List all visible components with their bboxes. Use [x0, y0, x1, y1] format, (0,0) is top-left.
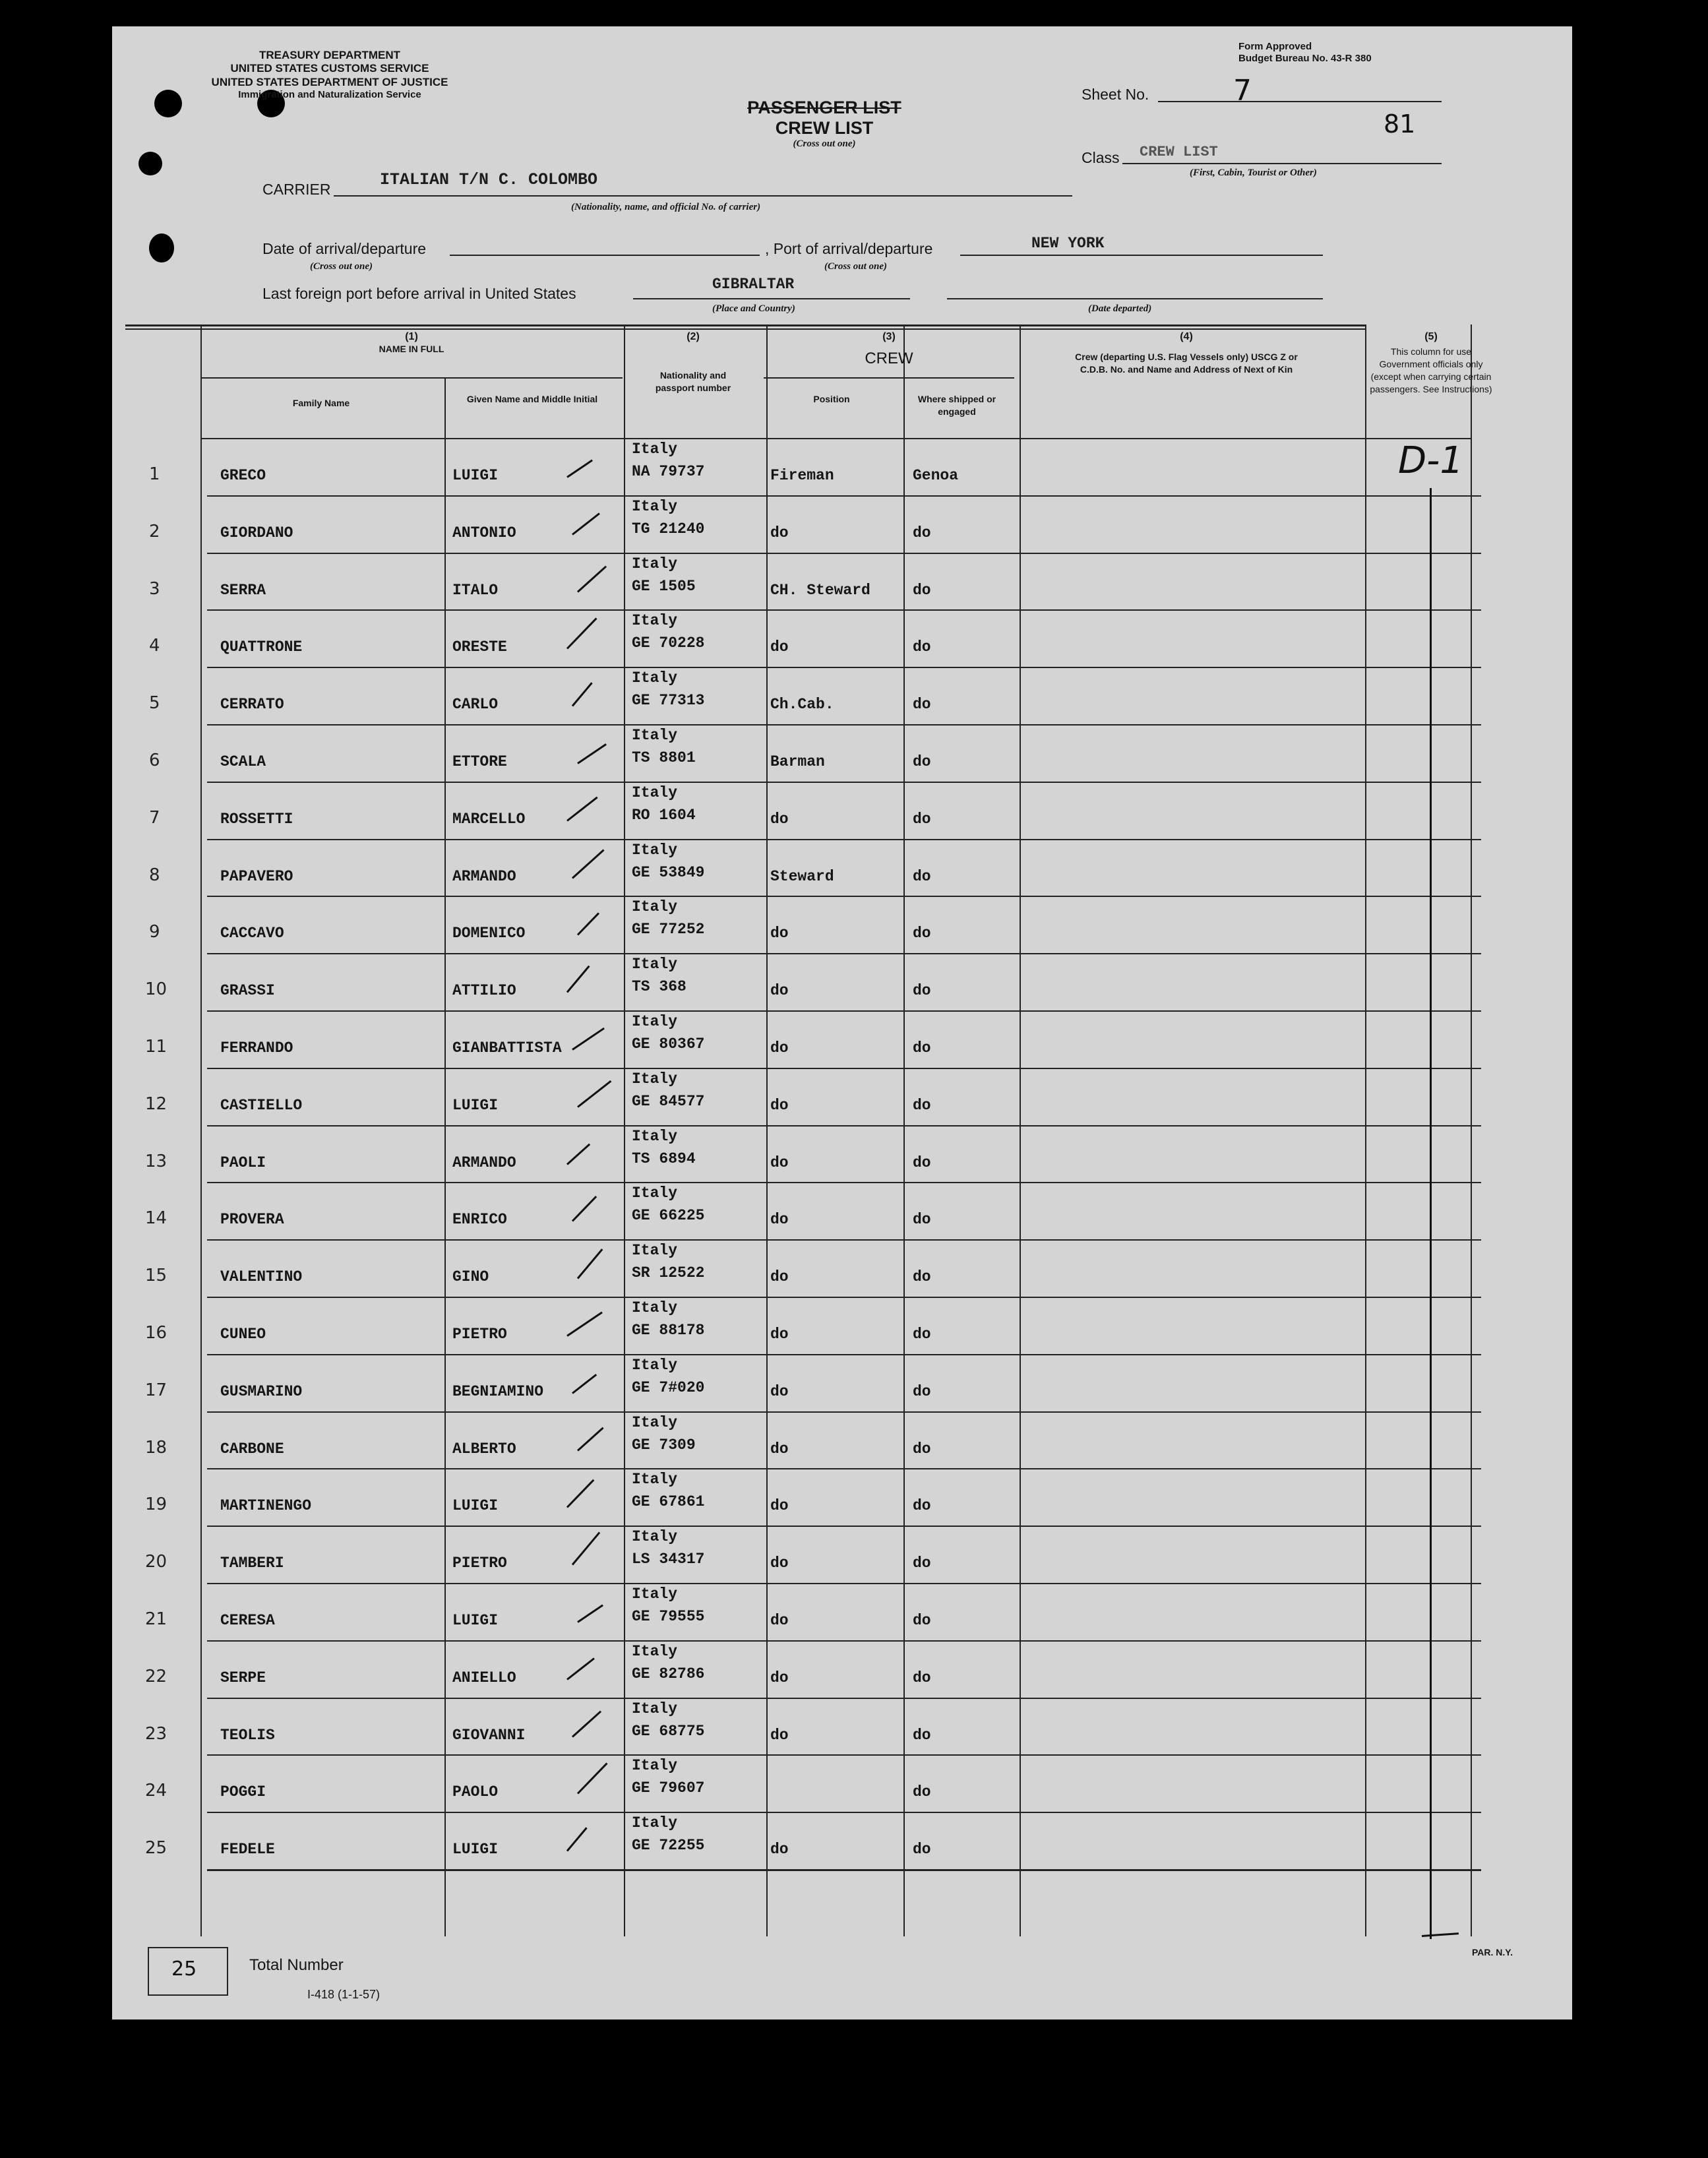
where-shipped: do	[913, 925, 931, 942]
nationality: Italy	[632, 784, 678, 801]
given-name: ALBERTO	[452, 1440, 516, 1458]
budget-bureau-label: Budget Bureau No. 43-R 380	[1238, 53, 1372, 64]
where-shipped: do	[913, 524, 931, 541]
document-page	[112, 26, 1572, 2019]
family-name: GUSMARINO	[220, 1382, 303, 1400]
position: do	[770, 1154, 789, 1171]
col5-number: (5)	[1424, 331, 1438, 342]
where-shipped: do	[913, 1726, 931, 1744]
position: do	[770, 1726, 789, 1744]
where-shipped: do	[913, 1497, 931, 1515]
check-mark	[566, 1657, 595, 1680]
col-line	[903, 324, 905, 1936]
row-line	[207, 1354, 1481, 1355]
family-name: PAOLI	[220, 1154, 266, 1171]
where-shipped: do	[913, 1612, 931, 1629]
check-mark	[577, 565, 607, 592]
row-number: 5	[149, 693, 160, 714]
row-number: 17	[145, 1380, 168, 1400]
nationality: Italy	[632, 612, 678, 630]
position: Ch.Cab.	[770, 696, 834, 714]
family-name: GIORDANO	[220, 524, 293, 541]
row-number: 12	[145, 1094, 168, 1114]
family-name: SERRA	[220, 581, 266, 599]
col-line	[1365, 324, 1366, 1936]
row-line	[207, 1182, 1481, 1183]
where-shipped: do	[913, 1039, 931, 1057]
class-label: Class	[1082, 149, 1120, 166]
position: do	[770, 1497, 789, 1515]
row-line	[207, 553, 1481, 554]
carrier-note: (Nationality, name, and official No. of carrier)	[571, 202, 761, 212]
check-mark	[566, 1311, 603, 1336]
row-number: 18	[145, 1437, 168, 1458]
row-line	[207, 1068, 1481, 1069]
table-top-border	[125, 324, 1365, 326]
row-line	[207, 1869, 1481, 1871]
position: do	[770, 1555, 789, 1572]
row-line	[207, 896, 1481, 897]
row-number: 3	[149, 578, 160, 599]
nationality: Italy	[632, 956, 678, 973]
where-shipped: Genoa	[913, 467, 959, 484]
row-line	[207, 1640, 1481, 1642]
position: do	[770, 810, 789, 828]
family-name: CERESA	[220, 1612, 275, 1629]
header-line	[764, 377, 1014, 379]
where-shipped: do	[913, 1268, 931, 1286]
row-number: 8	[149, 865, 160, 885]
row-number: 20	[145, 1552, 168, 1572]
passport-number: GE 79607	[632, 1779, 705, 1797]
given-name: ARMANDO	[452, 1154, 516, 1171]
last-port-label: Last foreign port before arrival in United States	[262, 285, 576, 302]
col-line	[444, 377, 446, 1936]
passport-number: GE 82786	[632, 1665, 705, 1682]
col-nationality: Nationality and passport number	[655, 370, 731, 393]
check-mark	[572, 1374, 597, 1394]
header-bottom-line	[200, 438, 1471, 439]
position: do	[770, 1268, 789, 1286]
check-mark	[572, 512, 600, 535]
where-shipped: do	[913, 1841, 931, 1859]
check-mark	[566, 1479, 594, 1508]
col-next-of-kin: Crew (departing U.S. Flag Vessels only) USCG Z or C.D.B. No. and Name and Address of Next of Kin	[1075, 352, 1298, 375]
position: do	[770, 1612, 789, 1629]
nationality: Italy	[632, 1127, 678, 1145]
row-line	[207, 839, 1481, 840]
passport-number: GE 53849	[632, 863, 705, 881]
position: do	[770, 524, 789, 541]
handwritten-annotation: D-1	[1398, 439, 1463, 482]
check-mark	[566, 796, 598, 821]
port-value: NEW YORK	[1031, 235, 1105, 252]
given-name: MARCELLO	[452, 810, 526, 828]
row-line	[207, 1297, 1481, 1298]
row-number: 6	[149, 751, 160, 770]
col-line	[1020, 324, 1021, 1936]
where-shipped: do	[913, 867, 931, 885]
check-mark	[577, 913, 599, 936]
passport-number: GE 67861	[632, 1493, 705, 1511]
where-shipped: do	[913, 1783, 931, 1801]
row-line	[207, 1239, 1481, 1241]
given-name: ETTORE	[452, 753, 507, 770]
passport-number: GE 88178	[632, 1322, 705, 1339]
family-name: FERRANDO	[220, 1039, 293, 1057]
family-name: PAPAVERO	[220, 867, 293, 885]
given-name: LUIGI	[452, 467, 499, 484]
nationality: Italy	[632, 898, 678, 916]
check-mark	[566, 460, 593, 478]
agency-line-2: UNITED STATES CUSTOMS SERVICE	[230, 62, 429, 75]
where-shipped: do	[913, 810, 931, 828]
row-number: 11	[145, 1037, 168, 1057]
nationality: Italy	[632, 1413, 678, 1431]
row-number: 19	[145, 1495, 168, 1515]
col-given-name: Given Name and Middle Initial	[466, 394, 598, 404]
nationality: Italy	[632, 1586, 678, 1603]
position: do	[770, 1096, 789, 1114]
given-name: ARMANDO	[452, 867, 516, 885]
col3-number: (3)	[882, 331, 896, 342]
title-crew-list: CREW LIST	[775, 118, 874, 139]
family-name: VALENTINO	[220, 1268, 303, 1286]
date-departed-note: (Date departed)	[1088, 303, 1152, 314]
family-name: PROVERA	[220, 1211, 284, 1229]
col-family-name: Family Name	[292, 398, 350, 408]
passport-number: GE 7#020	[632, 1378, 705, 1396]
row-number: 22	[145, 1666, 168, 1686]
passport-number: NA 79737	[632, 463, 705, 480]
col-crew: CREW	[865, 350, 913, 367]
col2-number: (2)	[686, 331, 700, 342]
check-mark	[572, 682, 593, 706]
passport-number: GE 79555	[632, 1608, 705, 1625]
where-shipped: do	[913, 753, 931, 770]
position: do	[770, 1211, 789, 1229]
row-number: 24	[145, 1781, 168, 1801]
given-name: PAOLO	[452, 1783, 499, 1801]
given-name: BEGNIAMINO	[452, 1382, 544, 1400]
nationality: Italy	[632, 1185, 678, 1202]
col-where-shipped: Where shipped or engaged	[917, 394, 996, 417]
col4-number: (4)	[1180, 331, 1193, 342]
col1-number: (1)	[405, 331, 418, 342]
position: do	[770, 1039, 789, 1057]
check-mark	[577, 1605, 603, 1623]
nationality: Italy	[632, 1642, 678, 1660]
nationality: Italy	[632, 497, 678, 515]
check-mark	[577, 1763, 608, 1795]
title-note: (Cross out one)	[793, 139, 856, 150]
port-note: (Cross out one)	[824, 261, 888, 272]
check-mark	[577, 1249, 603, 1279]
passport-number: GE 80367	[632, 1035, 705, 1053]
position: Barman	[770, 753, 825, 770]
total-label: Total Number	[249, 1956, 344, 1974]
family-name: GRASSI	[220, 982, 275, 1000]
family-name: MARTINENGO	[220, 1497, 312, 1515]
family-name: ROSSETTI	[220, 810, 293, 828]
nationality: Italy	[632, 669, 678, 687]
check-mark	[572, 1532, 600, 1566]
passport-number: GE 84577	[632, 1092, 705, 1110]
header-line	[200, 377, 623, 379]
given-name: ANIELLO	[452, 1669, 516, 1686]
position: do	[770, 1326, 789, 1343]
row-number: 25	[145, 1838, 168, 1859]
where-shipped: do	[913, 581, 931, 599]
carrier-label: CARRIER	[262, 181, 331, 198]
position: do	[770, 1841, 789, 1859]
sheet-no-value: 7	[1233, 74, 1252, 108]
row-number: 16	[145, 1323, 168, 1343]
family-name: CACCAVO	[220, 925, 284, 942]
row-number: 1	[149, 464, 160, 484]
col-position: Position	[813, 394, 850, 404]
where-shipped: do	[913, 1555, 931, 1572]
nationality: Italy	[632, 841, 678, 859]
nationality: Italy	[632, 1757, 678, 1775]
nationality: Italy	[632, 1814, 678, 1832]
check-mark	[566, 618, 597, 650]
given-name: PIETRO	[452, 1555, 507, 1572]
where-shipped: do	[913, 638, 931, 656]
row-number: 9	[149, 922, 160, 942]
row-number: 23	[145, 1723, 168, 1744]
crew-table	[112, 26, 1572, 2019]
position: do	[770, 1440, 789, 1458]
col-line	[200, 324, 202, 1936]
col-line	[766, 324, 768, 1936]
given-name: LUIGI	[452, 1096, 499, 1114]
row-number: 10	[145, 979, 168, 1000]
given-name: ANTONIO	[452, 524, 516, 541]
row-line	[207, 724, 1481, 725]
printer-mark: PAR. N.Y.	[1472, 1947, 1513, 1958]
row-line	[207, 1698, 1481, 1699]
position: CH. Steward	[770, 581, 870, 599]
family-name: CASTIELLO	[220, 1096, 303, 1114]
passport-number: SR 12522	[632, 1264, 705, 1282]
col-line	[624, 324, 625, 1936]
given-name: ITALO	[452, 581, 499, 599]
family-name: FEDELE	[220, 1841, 275, 1859]
family-name: GRECO	[220, 467, 266, 484]
position: do	[770, 982, 789, 1000]
row-line	[207, 1468, 1481, 1469]
title-passenger-list: PASSENGER LIST	[747, 98, 901, 117]
last-port-note: (Place and Country)	[712, 303, 795, 314]
check-mark	[566, 966, 590, 993]
family-name: CARBONE	[220, 1440, 284, 1458]
family-name: CERRATO	[220, 696, 284, 714]
passport-number: LS 34317	[632, 1551, 705, 1568]
check-mark	[577, 1427, 604, 1451]
where-shipped: do	[913, 1440, 931, 1458]
form-number: I-418 (1-1-57)	[307, 1988, 381, 2001]
given-name: LUIGI	[452, 1497, 499, 1515]
passport-number: GE 1505	[632, 577, 696, 595]
passport-number: TS 8801	[632, 749, 696, 766]
where-shipped: do	[913, 1096, 931, 1114]
check-mark	[566, 1143, 590, 1165]
position: do	[770, 925, 789, 942]
given-name: GIANBATTISTA	[452, 1039, 562, 1057]
row-line	[207, 1754, 1481, 1756]
given-name: LUIGI	[452, 1841, 499, 1859]
given-name: ORESTE	[452, 638, 507, 656]
family-name: CUNEO	[220, 1326, 266, 1343]
position: Fireman	[770, 467, 834, 484]
col-government-use: This column for use Government officials only (except when carrying certain passengers. See Instructions)	[1370, 346, 1492, 394]
given-name: ENRICO	[452, 1211, 507, 1229]
nationality: Italy	[632, 555, 678, 572]
check-mark	[577, 1080, 611, 1108]
row-number: 15	[145, 1266, 168, 1286]
row-line	[207, 1411, 1481, 1413]
passport-number: GE 77313	[632, 692, 705, 710]
given-name: DOMENICO	[452, 925, 526, 942]
agency-line-3: UNITED STATES DEPARTMENT OF JUSTICE	[211, 75, 448, 88]
row-number: 21	[145, 1609, 168, 1629]
where-shipped: do	[913, 1326, 931, 1343]
position: Steward	[770, 867, 834, 885]
row-line	[207, 1010, 1481, 1012]
check-mark	[572, 1196, 597, 1221]
row-line	[207, 667, 1481, 668]
passport-number: RO 1604	[632, 806, 696, 824]
where-shipped: do	[913, 1669, 931, 1686]
check-mark	[577, 743, 607, 764]
nationality: Italy	[632, 1700, 678, 1717]
sheet-no-label: Sheet No.	[1082, 86, 1149, 103]
nationality: Italy	[632, 1242, 678, 1260]
carrier-value: ITALIAN T/N C. COLOMBO	[380, 170, 598, 189]
total-value: 25	[171, 1958, 197, 1981]
family-name: TAMBERI	[220, 1555, 284, 1572]
nationality: Italy	[632, 1013, 678, 1030]
row-line	[207, 1125, 1481, 1126]
table-right-border	[1471, 324, 1472, 1936]
family-name: POGGI	[220, 1783, 266, 1801]
given-name: CARLO	[452, 696, 499, 714]
nationality: Italy	[632, 1299, 678, 1316]
passport-number: GE 66225	[632, 1207, 705, 1225]
where-shipped: do	[913, 1211, 931, 1229]
nationality: Italy	[632, 1471, 678, 1489]
class-value: CREW LIST	[1140, 144, 1218, 160]
row-line	[207, 1526, 1481, 1527]
given-name: LUIGI	[452, 1612, 499, 1629]
row-line	[207, 953, 1481, 954]
row-number: 4	[149, 636, 160, 656]
last-port-value: GIBRALTAR	[712, 276, 795, 293]
family-name: SCALA	[220, 753, 266, 770]
passport-number: GE 77252	[632, 921, 705, 939]
agency-line-4: Immigration and Naturalization Service	[238, 89, 421, 101]
passport-number: TS 368	[632, 978, 686, 996]
position: do	[770, 638, 789, 656]
row-line	[207, 495, 1481, 497]
col1-title: NAME IN FULL	[379, 344, 444, 354]
where-shipped: do	[913, 982, 931, 1000]
family-name: QUATTRONE	[220, 638, 303, 656]
passport-number: TG 21240	[632, 520, 705, 538]
where-shipped: do	[913, 1382, 931, 1400]
class-note: (First, Cabin, Tourist or Other)	[1190, 168, 1317, 178]
date-note: (Cross out one)	[310, 261, 373, 272]
check-mark	[572, 849, 605, 879]
passport-number: GE 68775	[632, 1722, 705, 1740]
check-mark	[572, 1710, 601, 1737]
port-label: , Port of arrival/departure	[765, 240, 933, 257]
row-line	[207, 782, 1481, 783]
agency-line-1: TREASURY DEPARTMENT	[259, 49, 401, 61]
nationality: Italy	[632, 1070, 678, 1088]
passport-number: TS 6894	[632, 1150, 696, 1167]
position: do	[770, 1669, 789, 1686]
nationality: Italy	[632, 1356, 678, 1374]
check-mark	[572, 1028, 605, 1051]
given-name: GINO	[452, 1268, 489, 1286]
nationality: Italy	[632, 727, 678, 744]
given-name: GIOVANNI	[452, 1726, 526, 1744]
row-line	[207, 1812, 1481, 1813]
row-line	[207, 609, 1481, 611]
given-name: PIETRO	[452, 1326, 507, 1343]
handwritten-bracket-line	[1430, 488, 1432, 1939]
nationality: Italy	[632, 1528, 678, 1546]
row-number: 13	[145, 1151, 168, 1171]
passport-number: GE 72255	[632, 1837, 705, 1855]
date-label: Date of arrival/departure	[262, 240, 427, 257]
row-number: 14	[145, 1208, 168, 1229]
row-line	[207, 1583, 1481, 1584]
family-name: SERPE	[220, 1669, 266, 1686]
position: do	[770, 1382, 789, 1400]
passport-number: GE 7309	[632, 1436, 696, 1454]
form-approved-label: Form Approved	[1238, 41, 1312, 52]
row-number: 2	[149, 521, 160, 541]
family-name: TEOLIS	[220, 1726, 275, 1744]
nationality: Italy	[632, 441, 678, 458]
given-name: ATTILIO	[452, 982, 516, 1000]
page-stamp-number: 81	[1384, 109, 1416, 139]
row-number: 7	[149, 807, 160, 828]
where-shipped: do	[913, 1154, 931, 1171]
where-shipped: do	[913, 696, 931, 714]
check-mark	[566, 1827, 588, 1851]
passport-number: GE 70228	[632, 634, 705, 652]
